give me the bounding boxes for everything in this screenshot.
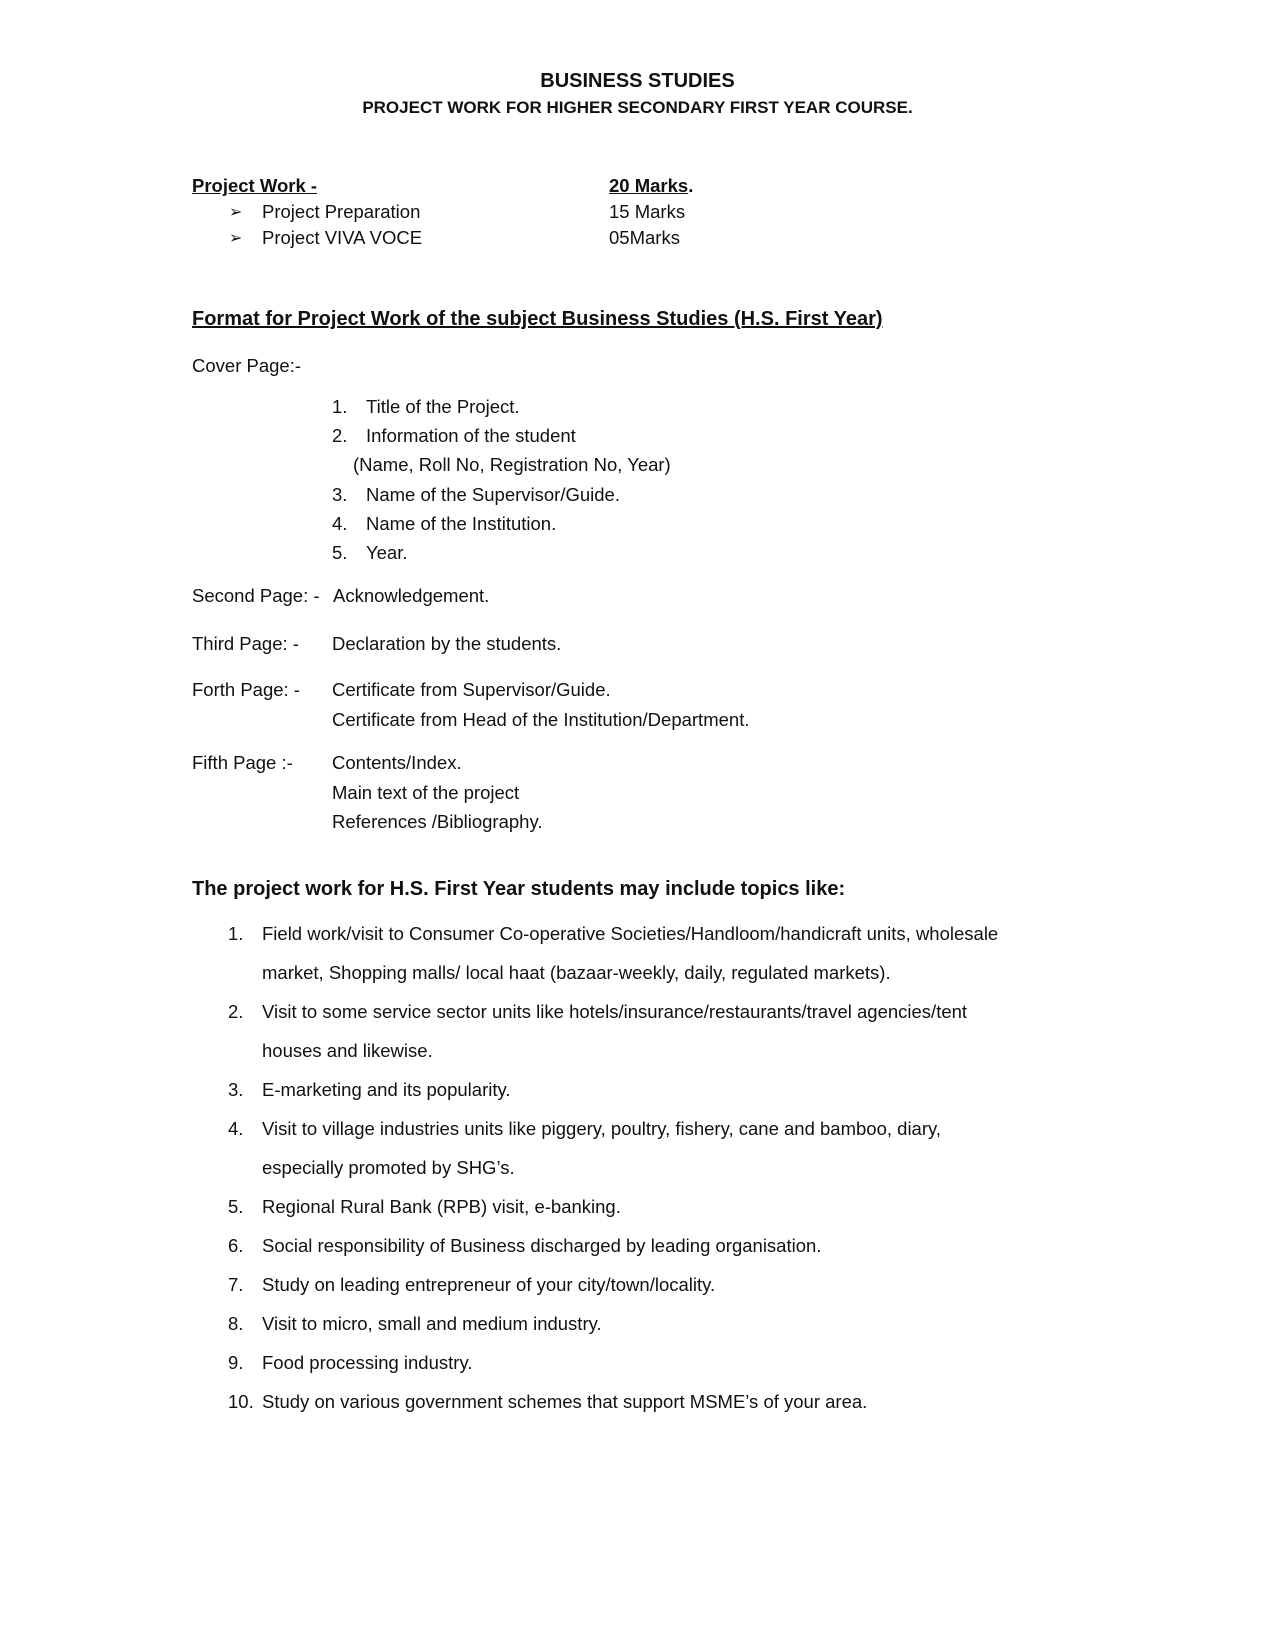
topic-text: market, Shopping malls/ local haat (bazaar-weekly, daily, regulated markets). bbox=[262, 962, 891, 983]
topic-text: Visit to micro, small and medium industry. bbox=[262, 1313, 602, 1334]
topic-text: Regional Rural Bank (RPB) visit, e-banking. bbox=[262, 1196, 621, 1217]
page-subtitle: PROJECT WORK FOR HIGHER SECONDARY FIRST YEAR COURSE. bbox=[362, 98, 913, 117]
marks-item-label: Project VIVA VOCE bbox=[262, 227, 423, 248]
page-line: Contents/Index. bbox=[332, 752, 462, 773]
topic-text: Study on leading entrepreneur of your city/town/locality. bbox=[262, 1274, 716, 1295]
bullet-arrow-icon: ➢ bbox=[229, 204, 243, 221]
marks-total: 20 Marks. bbox=[609, 175, 694, 196]
cover-page-label: Cover Page:- bbox=[192, 355, 301, 376]
cover-item-number: 1. bbox=[332, 396, 348, 417]
cover-item-number: 3. bbox=[332, 484, 348, 505]
topic-text: Social responsibility of Business discharged by leading organisation. bbox=[262, 1235, 822, 1256]
topic-number: 9. bbox=[228, 1352, 244, 1373]
topic-number: 1. bbox=[228, 923, 244, 944]
cover-item-number: 2. bbox=[332, 425, 348, 446]
topic-text: houses and likewise. bbox=[262, 1040, 433, 1061]
page-label: Fifth Page :- bbox=[192, 752, 293, 773]
topic-text: Food processing industry. bbox=[262, 1352, 473, 1373]
page-line: Certificate from Supervisor/Guide. bbox=[332, 679, 611, 700]
marks-item-label: Project Preparation bbox=[262, 201, 421, 222]
bullet-arrow-icon: ➢ bbox=[229, 230, 243, 247]
topic-text: Visit to village industries units like piggery, poultry, fishery, cane and bamboo, diary, bbox=[262, 1118, 942, 1139]
cover-item-number: 4. bbox=[332, 513, 348, 534]
cover-item-text: Year. bbox=[366, 542, 408, 563]
cover-item-text: Information of the student bbox=[366, 425, 576, 446]
cover-item-text: Name of the Supervisor/Guide. bbox=[366, 484, 620, 505]
topic-number: 4. bbox=[228, 1118, 244, 1139]
cover-item-note: (Name, Roll No, Registration No, Year) bbox=[353, 454, 671, 475]
topic-number: 10. bbox=[228, 1391, 254, 1412]
topic-number: 8. bbox=[228, 1313, 244, 1334]
topic-number: 6. bbox=[228, 1235, 244, 1256]
topic-number: 5. bbox=[228, 1196, 244, 1217]
marks-label: Project Work - bbox=[192, 175, 318, 196]
marks-item-value: 05Marks bbox=[609, 227, 680, 248]
topic-text: Study on various government schemes that support MSME’s of your area. bbox=[262, 1391, 868, 1412]
page-line: Certificate from Head of the Institution/Department. bbox=[332, 709, 750, 730]
format-heading: Format for Project Work of the subject Business Studies (H.S. First Year) bbox=[192, 308, 883, 330]
page-label: Third Page: - bbox=[192, 633, 299, 654]
page-label: Forth Page: - bbox=[192, 679, 300, 700]
page-line: Declaration by the students. bbox=[332, 633, 562, 654]
topic-number: 7. bbox=[228, 1274, 244, 1295]
topic-text: E-marketing and its popularity. bbox=[262, 1079, 511, 1100]
page-line: Acknowledgement. bbox=[333, 585, 490, 606]
topic-text: Field work/visit to Consumer Co-operative Societies/Handloom/handicraft units, wholesale bbox=[262, 923, 999, 944]
page-line: Main text of the project bbox=[332, 782, 520, 803]
marks-item-value: 15 Marks bbox=[609, 201, 686, 222]
cover-item-number: 5. bbox=[332, 542, 348, 563]
topics-heading: The project work for H.S. First Year students may include topics like: bbox=[192, 878, 846, 900]
topic-number: 3. bbox=[228, 1079, 244, 1100]
cover-item-text: Name of the Institution. bbox=[366, 513, 557, 534]
topic-text: Visit to some service sector units like hotels/insurance/restaurants/travel agencies/tent bbox=[262, 1001, 968, 1022]
page-title: BUSINESS STUDIES bbox=[540, 70, 735, 92]
topic-text: especially promoted by SHG’s. bbox=[262, 1157, 515, 1178]
page-label: Second Page: - bbox=[192, 585, 320, 606]
cover-item-text: Title of the Project. bbox=[366, 396, 520, 417]
page-line: References /Bibliography. bbox=[332, 811, 543, 832]
topic-number: 2. bbox=[228, 1001, 244, 1022]
